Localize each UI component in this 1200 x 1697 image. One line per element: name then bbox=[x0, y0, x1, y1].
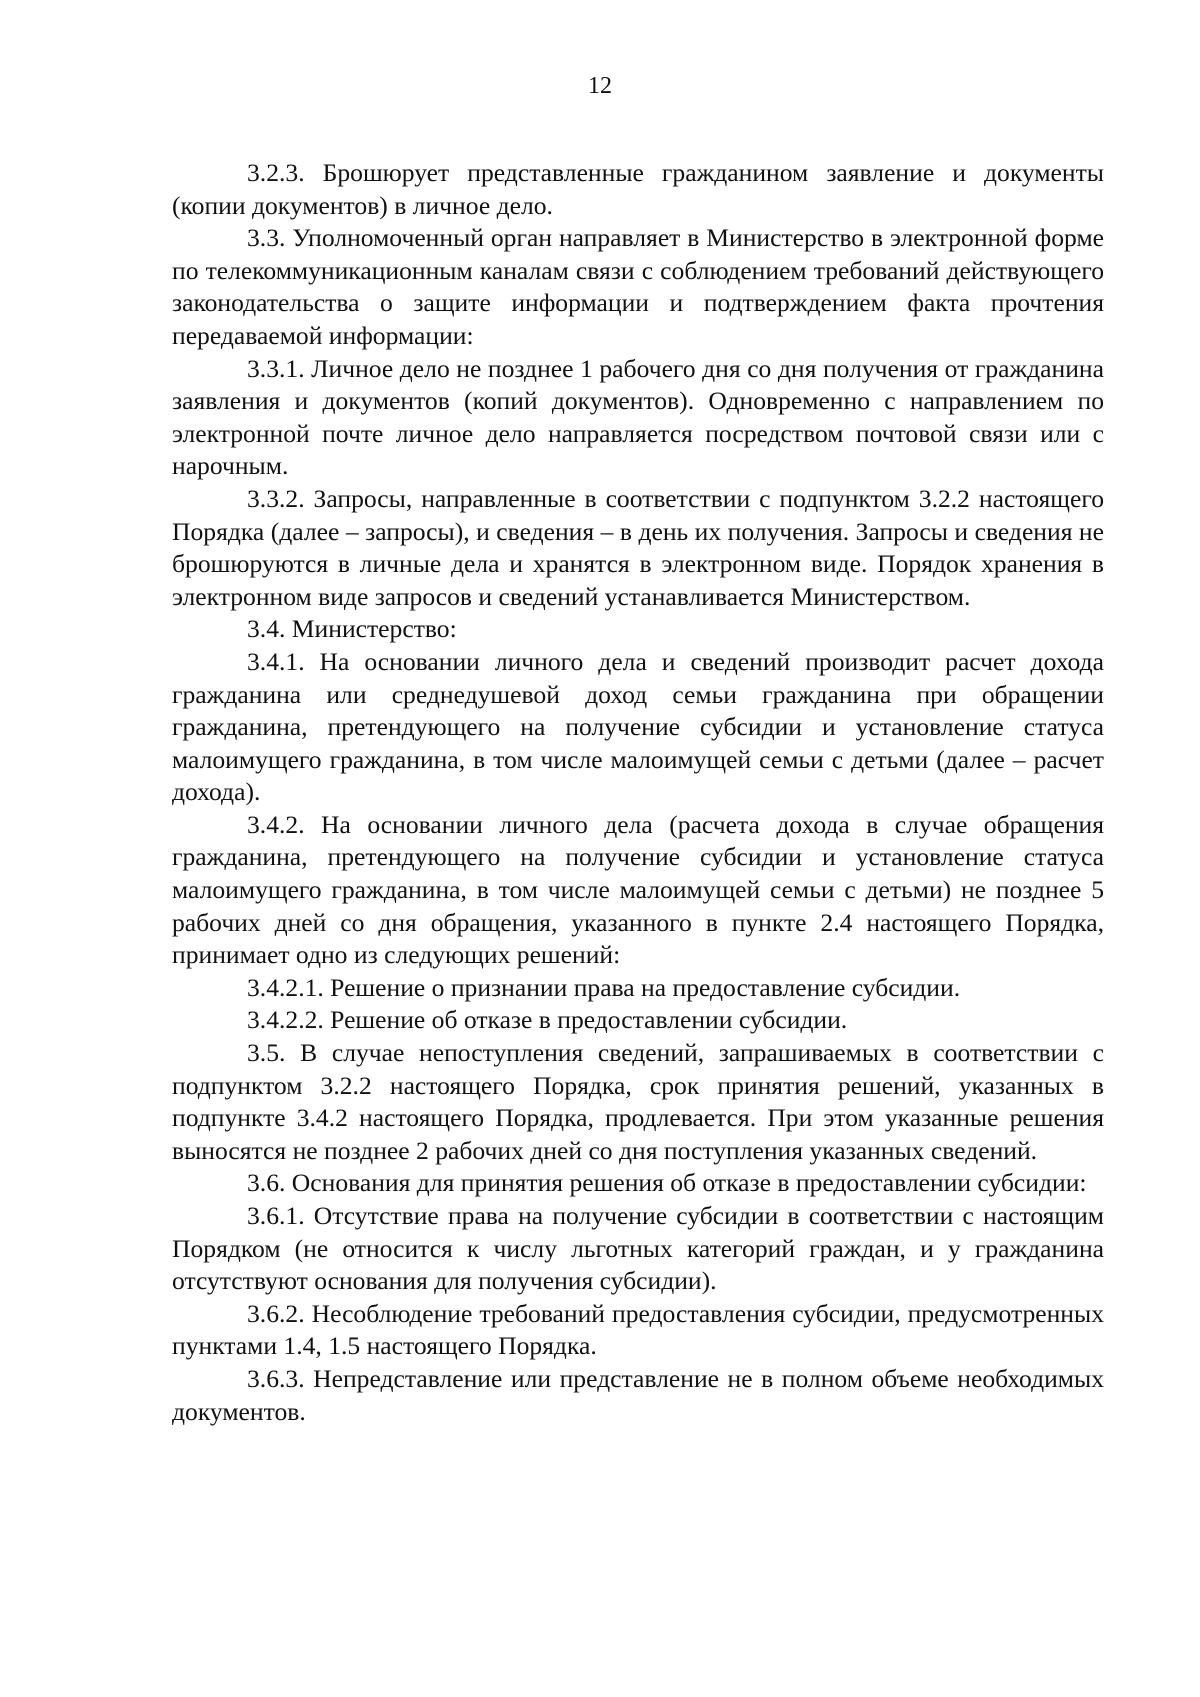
page-number: 12 bbox=[588, 73, 612, 99]
paragraph-3-6-3: 3.6.3. Непредставление или представление не в полном объеме необходимых документов. bbox=[172, 1363, 1104, 1426]
paragraph-3-3: 3.3. Уполномоченный орган направляет в Министерство в электронной форме по телекоммуникационным каналам связи с соблюдением требований действующего законодательства о защите информации и подтверждением факта прочтения передаваемой информации: bbox=[172, 223, 1104, 350]
paragraph-3-6: 3.6. Основания для принятия решения об отказе в предоставлении субсидии: bbox=[247, 1168, 1087, 1198]
paragraph-3-3-2: 3.3.2. Запросы, направленные в соответствии с подпунктом 3.2.2 настоящего Порядка (далее – запросы), и сведения – в день их получения. Запросы и сведения не брошюруются в личные дела и хранятся в электронном виде. Порядок хранения в электронном виде запросов и сведений устанавливается Министерством. bbox=[172, 483, 1104, 611]
paragraph-3-4-2: 3.4.2. На основании личного дела (расчета дохода в случае обращения гражданина, претендующего на получение субсидии и установление статуса малоимущего гражданина, в том числе малоимущей семьи с детьми) не позднее 5 рабочих дней со дня обращения, указанного в пункте 2.4 настоящего Порядка, принимает одно из следующих решений: bbox=[172, 809, 1104, 970]
paragraph-3-6-2: 3.6.2. Несоблюдение требований предоставления субсидии, предусмотренных пунктами 1.4, 1.5 настоящего Порядка. bbox=[172, 1298, 1104, 1361]
paragraph-3-4: 3.4. Министерство: bbox=[247, 614, 457, 644]
paragraph-3-4-2-2: 3.4.2.2. Решение об отказе в предоставлении субсидии. bbox=[247, 1005, 848, 1035]
paragraph-3-3-1: 3.3.1. Личное дело не позднее 1 рабочего дня со дня получения от гражданина заявления и документов (копий документов). Одновременно с направлением по электронной почте личное дело направляется посредством почтовой связи или с нарочным. bbox=[172, 353, 1104, 481]
paragraph-3-2-3: 3.2.3. Брошюрует представленные гражданином заявление и документы (копии документов) в личное дело. bbox=[172, 158, 1104, 220]
paragraph-3-4-1: 3.4.1. На основании личного дела и сведений производит расчет дохода гражданина или среднедушевой доход семьи гражданина при обращении гражданина, претендующего на получение субсидии и установление статуса малоимущего гражданина, в том числе малоимущей семьи с детьми (далее – расчет дохода). bbox=[172, 646, 1104, 807]
document-body bbox=[172, 157, 1104, 1428]
paragraph-3-4-2-1: 3.4.2.1. Решение о признании права на предоставление субсидии. bbox=[247, 972, 961, 1002]
paragraph-3-6-1: 3.6.1. Отсутствие права на получение субсидии в соответствии с настоящим Порядком (не относится к числу льготных категорий граждан, и у гражданина отсутствуют основания для получения субсидии). bbox=[172, 1201, 1104, 1296]
paragraph-3-5: 3.5. В случае непоступления сведений, запрашиваемых в соответствии с подпунктом 3.2.2 настоящего Порядка, срок принятия решений, указанных в подпункте 3.4.2 настоящего Порядка, продлевается. При этом указанные решения выносятся не позднее 2 рабочих дней со дня поступления указанных сведений. bbox=[172, 1038, 1104, 1165]
